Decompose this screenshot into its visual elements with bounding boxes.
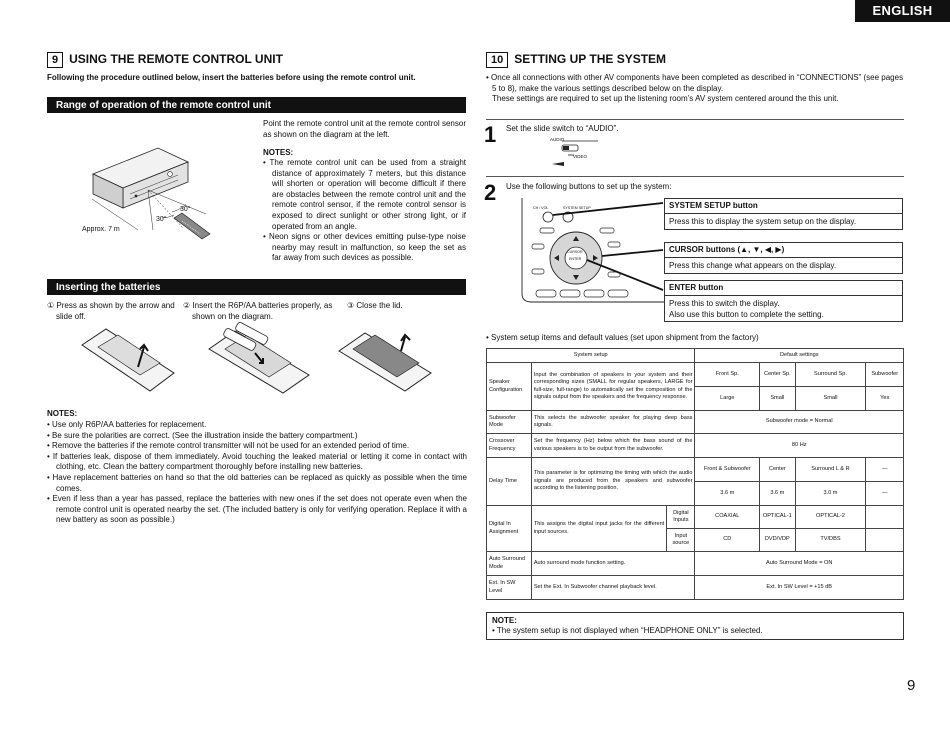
header-cell: Default settings (695, 349, 904, 363)
value-cell: OPTICAL-2 (795, 506, 866, 529)
table-header-row (487, 349, 904, 363)
remote-range-diagram (78, 144, 258, 236)
page-number: 9 (907, 677, 916, 694)
value-cell: 3.0 m (795, 482, 866, 506)
row-label: Speaker Configuration (487, 363, 532, 411)
setup-intro: • Once all connections with other AV components have been completed as described in “CONNECTIONS” (see pages 5 to 8), make the various settings described below on the display. These settings are required to set up the listening room’s AV system centered around the this unit. (486, 73, 904, 104)
table-row (487, 411, 904, 434)
note-text: • The system setup is not displayed when “HEADPHONE ONLY” is selected. (492, 626, 763, 635)
note-heading: NOTE: (492, 616, 517, 625)
table-row (487, 552, 904, 576)
step-1-text: Set the slide switch to “AUDIO”. (506, 124, 619, 133)
row-label: Subwoofer Mode (487, 411, 532, 434)
value-cell: Auto Surround Mode = ON (695, 552, 904, 576)
value-cell: DVD/VDP (760, 529, 795, 552)
remote-label-setup: SYSTEM SETUP (563, 206, 591, 210)
section-number: 9 (47, 52, 63, 68)
row-label: Crossover Frequency (487, 434, 532, 458)
row-desc: This selects the subwoofer speaker for playing deep bass signals. (531, 411, 695, 434)
section-number: 10 (486, 52, 508, 68)
value-cell: Large (695, 387, 760, 411)
enter-button-box (664, 280, 903, 322)
close-arrow-icon (401, 335, 410, 351)
cursor-buttons-box (664, 242, 903, 274)
range-note-item: • The remote control unit can be used from a straight distance of approximately 7 meters, but this distance will shorten or operation will become difficult if there are obstacles between the remote control unit and the remote control sensor, if the remote control sensor is exposed to direct sunlight or other strong light, or if operated from an angle. (263, 158, 466, 231)
value-cell: Subwoofer mode = Normal (695, 411, 904, 434)
battery-step-1: ① Press as shown by the arrow and slide off. (47, 301, 175, 321)
angle-label-upper: 30° (180, 206, 191, 213)
row-desc: Set the frequency (Hz) below which the bass sound of the various speakers is to be output from the subwoofer. (531, 434, 695, 458)
value-cell: Small (795, 387, 866, 411)
button-title: ENTER button (665, 281, 902, 296)
value-cell: — (866, 482, 904, 506)
sub-label: Digital Inputs (667, 506, 695, 529)
notes-heading: NOTES: (47, 409, 78, 418)
table-row (487, 506, 904, 529)
note-item: • Even if less than a year has passed, replace the batteries with new ones if the set does not operate even when the remote control unit is operated nearby the set. (The included battery is only for verifying operation. Replace it with a new battery as soon as possible.) (47, 494, 467, 525)
section-title-text: SETTING UP THE SYSTEM (514, 52, 667, 67)
value-cell: Surround L & R (795, 458, 866, 482)
step-1-number: 1 (484, 122, 497, 147)
section-intro: Following the procedure outlined below, insert the batteries before using the remote control unit. (47, 73, 416, 82)
value-cell: Yes (866, 387, 904, 411)
battery-step-2: ② Insert the R6P/AA batteries properly, as shown on the diagram. (183, 301, 333, 321)
value-cell: TV/DBS (795, 529, 866, 552)
note-item: • Be sure the polarities are correct. (See the illustration inside the battery compartment.) (47, 430, 358, 440)
range-note-item: • Neon signs or other devices emitting pulse-type noise nearby may result in malfunction, so keep the set as far away from such devices as possible. (263, 232, 466, 263)
button-title: SYSTEM SETUP button (665, 199, 902, 214)
note-item: • Remove the batteries if the remote control transmitter will not be used for an extended period of time. (47, 441, 410, 451)
angle-label-lower: 30° (156, 216, 167, 223)
range-heading-bar: Range of operation of the remote control unit (47, 97, 466, 113)
value-cell: 3.6 m (695, 482, 760, 506)
remote-control-icon (174, 213, 210, 239)
language-tab: ENGLISH (855, 0, 950, 22)
battery-heading-bar: Inserting the batteries (47, 279, 466, 295)
button-title: CURSOR buttons (▲, ▼, ◀, ▶) (665, 243, 902, 258)
battery-step-3: ③ Close the lid. (347, 301, 403, 310)
step-2-text: Use the following buttons to set up the system: (506, 182, 672, 191)
system-setup-button-box (664, 198, 903, 230)
value-cell: Center Sp. (760, 363, 795, 387)
row-desc: This assigns the digital input jacks for the different input sources. (531, 506, 667, 552)
value-cell: Center (760, 458, 795, 482)
remote-closeup-illustration (518, 198, 668, 304)
row-label: Auto Surround Mode (487, 552, 532, 576)
remote-label-enter: ENTER (569, 257, 582, 261)
button-desc: Press this change what appears on the display. (669, 261, 837, 271)
value-cell: Ext. In SW Level = +15 dB (695, 576, 904, 600)
switch-audio-label: AUDIO (550, 137, 565, 142)
value-cell: Surround Sp. (795, 363, 866, 387)
value-cell: 3.6 m (760, 482, 795, 506)
note-item: • If batteries leak, dispose of them immediately. Avoid touching the leaked material or letting it come in contact with clothing, etc. Clean the battery compartment thoroughly before installing new batteries. (47, 451, 467, 472)
row-desc: This parameter is for optimizing the timing with which the audio signals are produced from the speakers and subwoofer according to the listening position. (531, 458, 695, 506)
button-desc: Press this to display the system setup on the display. (669, 217, 857, 227)
row-label: Ext. In SW Level (487, 576, 532, 600)
value-cell: Front Sp. (695, 363, 760, 387)
battery-step-3-illustration (335, 323, 435, 393)
section-title-text: USING THE REMOTE CONTROL UNIT (69, 52, 283, 67)
row-label: Digital In Assignment (487, 506, 532, 552)
value-cell: OPTICAL-1 (760, 506, 795, 529)
table-row (487, 576, 904, 600)
note-box (486, 612, 904, 640)
row-desc: Input the combination of speakers in your system and their corresponding sizes (SMALL for regular speakers, LARGE for full-size, full-range) to automatically set the composition of the signals output from the speakers and the frequency response. (531, 363, 695, 411)
row-desc: Set the Ext. In Subwoofer channel playback level. (531, 576, 695, 600)
remote-label-ch-vol: CH / VOL (533, 206, 549, 210)
battery-step-2-illustration (205, 325, 315, 395)
system-setup-table (486, 348, 904, 600)
table-row (487, 434, 904, 458)
step-2-number: 2 (484, 180, 497, 205)
row-desc: Auto surround mode function setting. (531, 552, 695, 576)
section-9-title (47, 52, 283, 68)
battery-notes (47, 420, 467, 526)
range-notes (263, 158, 466, 264)
value-cell: COAXIAL (695, 506, 760, 529)
table-intro: • System setup items and default values (set upon shipment from the factory) (486, 333, 759, 342)
switch-video-label: VIDEO (573, 154, 588, 159)
value-cell: Front & Subwoofer (695, 458, 760, 482)
header-cell: System setup (487, 349, 695, 363)
value-cell: Subwoofer (866, 363, 904, 387)
row-label: Delay Time (487, 458, 532, 506)
note-item: • Use only R6P/AA batteries for replacement. (47, 420, 207, 429)
value-cell: — (866, 458, 904, 482)
value-cell: CD (695, 529, 760, 552)
range-text: Point the remote control unit at the remote control sensor as shown on the diagram at the left. (263, 119, 466, 139)
table-row (487, 458, 904, 482)
divider (486, 119, 904, 120)
value-cell: 80 Hz (695, 434, 904, 458)
range-notes-heading: NOTES: (263, 148, 294, 157)
section-10-title (486, 52, 666, 68)
sub-label: Input source (667, 529, 695, 552)
button-desc: Press this to switch the display. Also use this button to complete the setting. (669, 299, 824, 319)
value-cell: Small (760, 387, 795, 411)
distance-label: Approx. 7 m (82, 226, 120, 233)
table-row (487, 363, 904, 387)
battery-step-1-illustration (78, 325, 178, 395)
setup-button-icon (543, 212, 553, 222)
note-item: • Have replacement batteries on hand so that the old batteries can be replaced as quickly as possible when the time comes. (47, 472, 467, 493)
divider (486, 176, 904, 177)
remote-label-cursor: CURSOR (567, 250, 583, 254)
